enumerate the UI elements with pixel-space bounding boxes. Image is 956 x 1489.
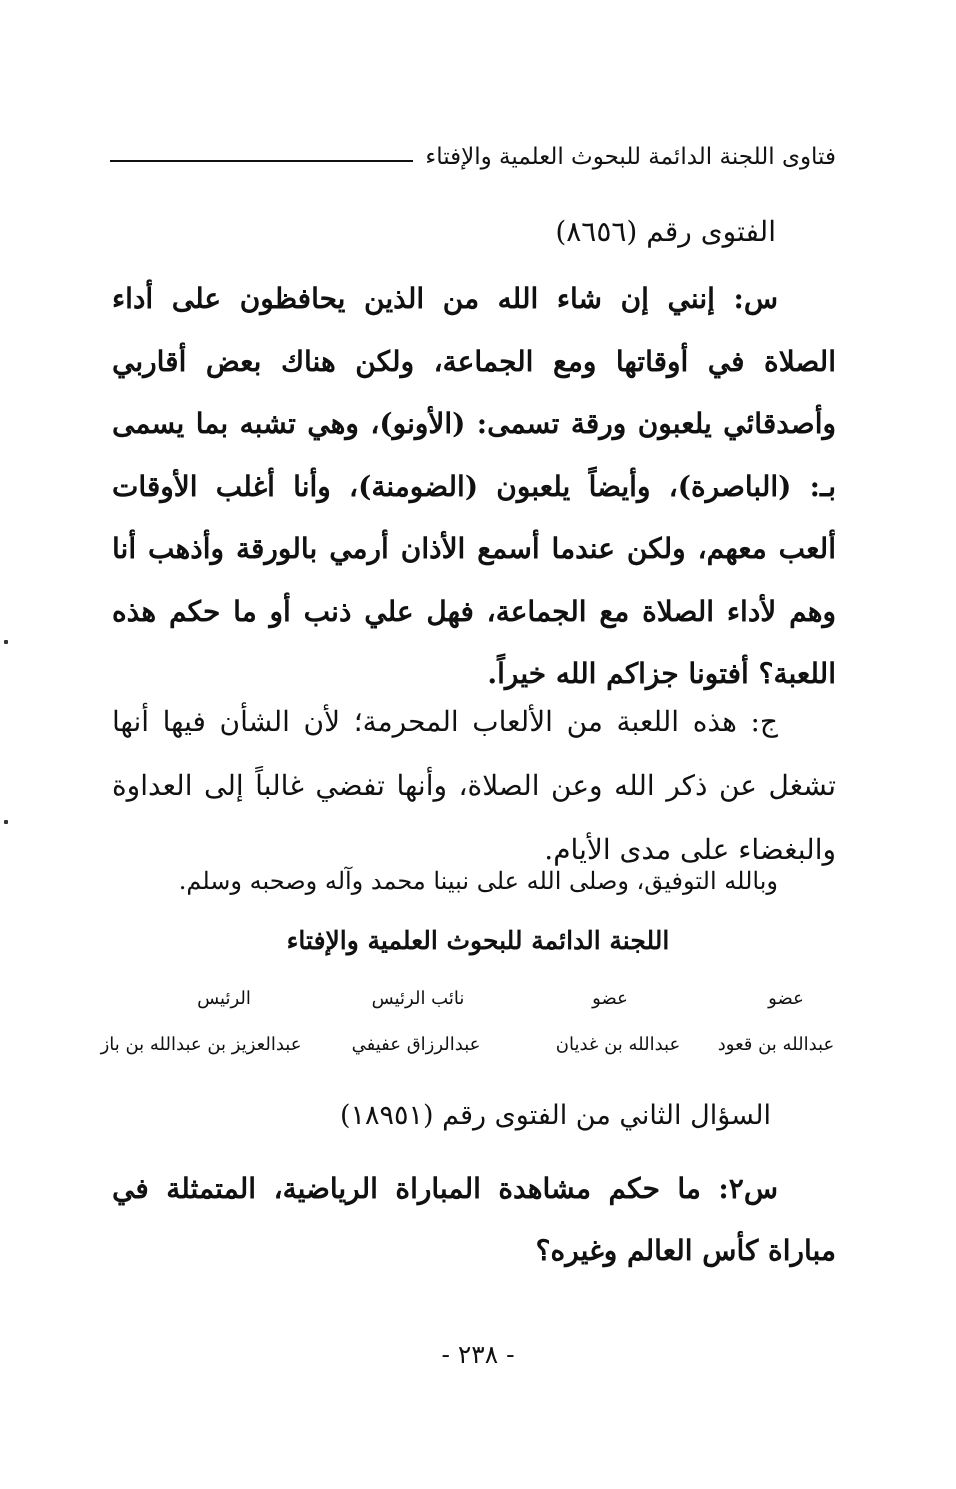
second-question-paragraph: س٢: ما حكم مشاهدة المباراة الرياضية، المتمثلة في مباراة كأس العالم وغيره؟ — [112, 1172, 836, 1267]
signatory-name: عبدالله بن قعود — [717, 1034, 835, 1055]
question-paragraph: س: إنني إن شاء الله من الذين يحافظون على أداء الصلاة في أوقاتها ومع الجماعة، ولكن هناك بعض أقاربي وأصدقائي يلعبون ورقة تسمى: (الأونو)، وهي تشبه بما يسمى بـ: (الباصرة)، وأيضاً يلعبون (الضومنة)، وأنا أغلب الأوقات ألعب معهم، ولكن عندما أسمع الأذان أرمي بالورقة وأذهب أنا وهم لأداء الصلاة مع الجماعة، فهل علي ذنب أو ما حكم هذه اللعبة؟ أفتونا جزاكم الله خيراً. — [112, 282, 836, 690]
signatory-roles-row — [0, 988, 956, 1016]
signatory-name: عبدالعزيز بن عبدالله بن باز — [100, 1034, 302, 1055]
committee-name: اللجنة الدائمة للبحوث العلمية والإفتاء — [286, 926, 670, 955]
answer-paragraph: ج: هذه اللعبة من الألعاب المحرمة؛ لأن الشأن فيها أنها تشغل عن ذكر الله وعن الصلاة، وأنها تفضي غالباً إلى العداوة والبغضاء على مدى الأيام. — [112, 705, 836, 866]
signatory-role: عضو — [592, 988, 628, 1009]
fatwa-number-heading: الفتوى رقم (٨٦٥٦) — [555, 215, 776, 248]
margin-speck — [4, 640, 8, 644]
signatory-names-row — [0, 1034, 956, 1062]
signatory-role: عضو — [768, 988, 804, 1009]
signatory-role: الرئيس — [197, 988, 251, 1009]
second-question-heading: السؤال الثاني من الفتوى رقم (١٨٩٥١) — [339, 1100, 771, 1131]
header-title: فتاوى اللجنة الدائمة للبحوث العلمية والإفتاء — [425, 144, 836, 170]
margin-speck — [4, 820, 8, 824]
closing-line: وبالله التوفيق، وصلى الله على نبينا محمد وآله وصحبه وسلم. — [178, 867, 778, 895]
running-header — [110, 140, 836, 174]
header-rule — [110, 160, 413, 162]
signatory-name: عبدالله بن غديان — [555, 1034, 681, 1055]
page-number: - ٢٣٨ - — [441, 1340, 515, 1369]
signatory-name: عبدالرزاق عفيفي — [351, 1034, 481, 1055]
signatory-role: نائب الرئيس — [371, 988, 465, 1009]
